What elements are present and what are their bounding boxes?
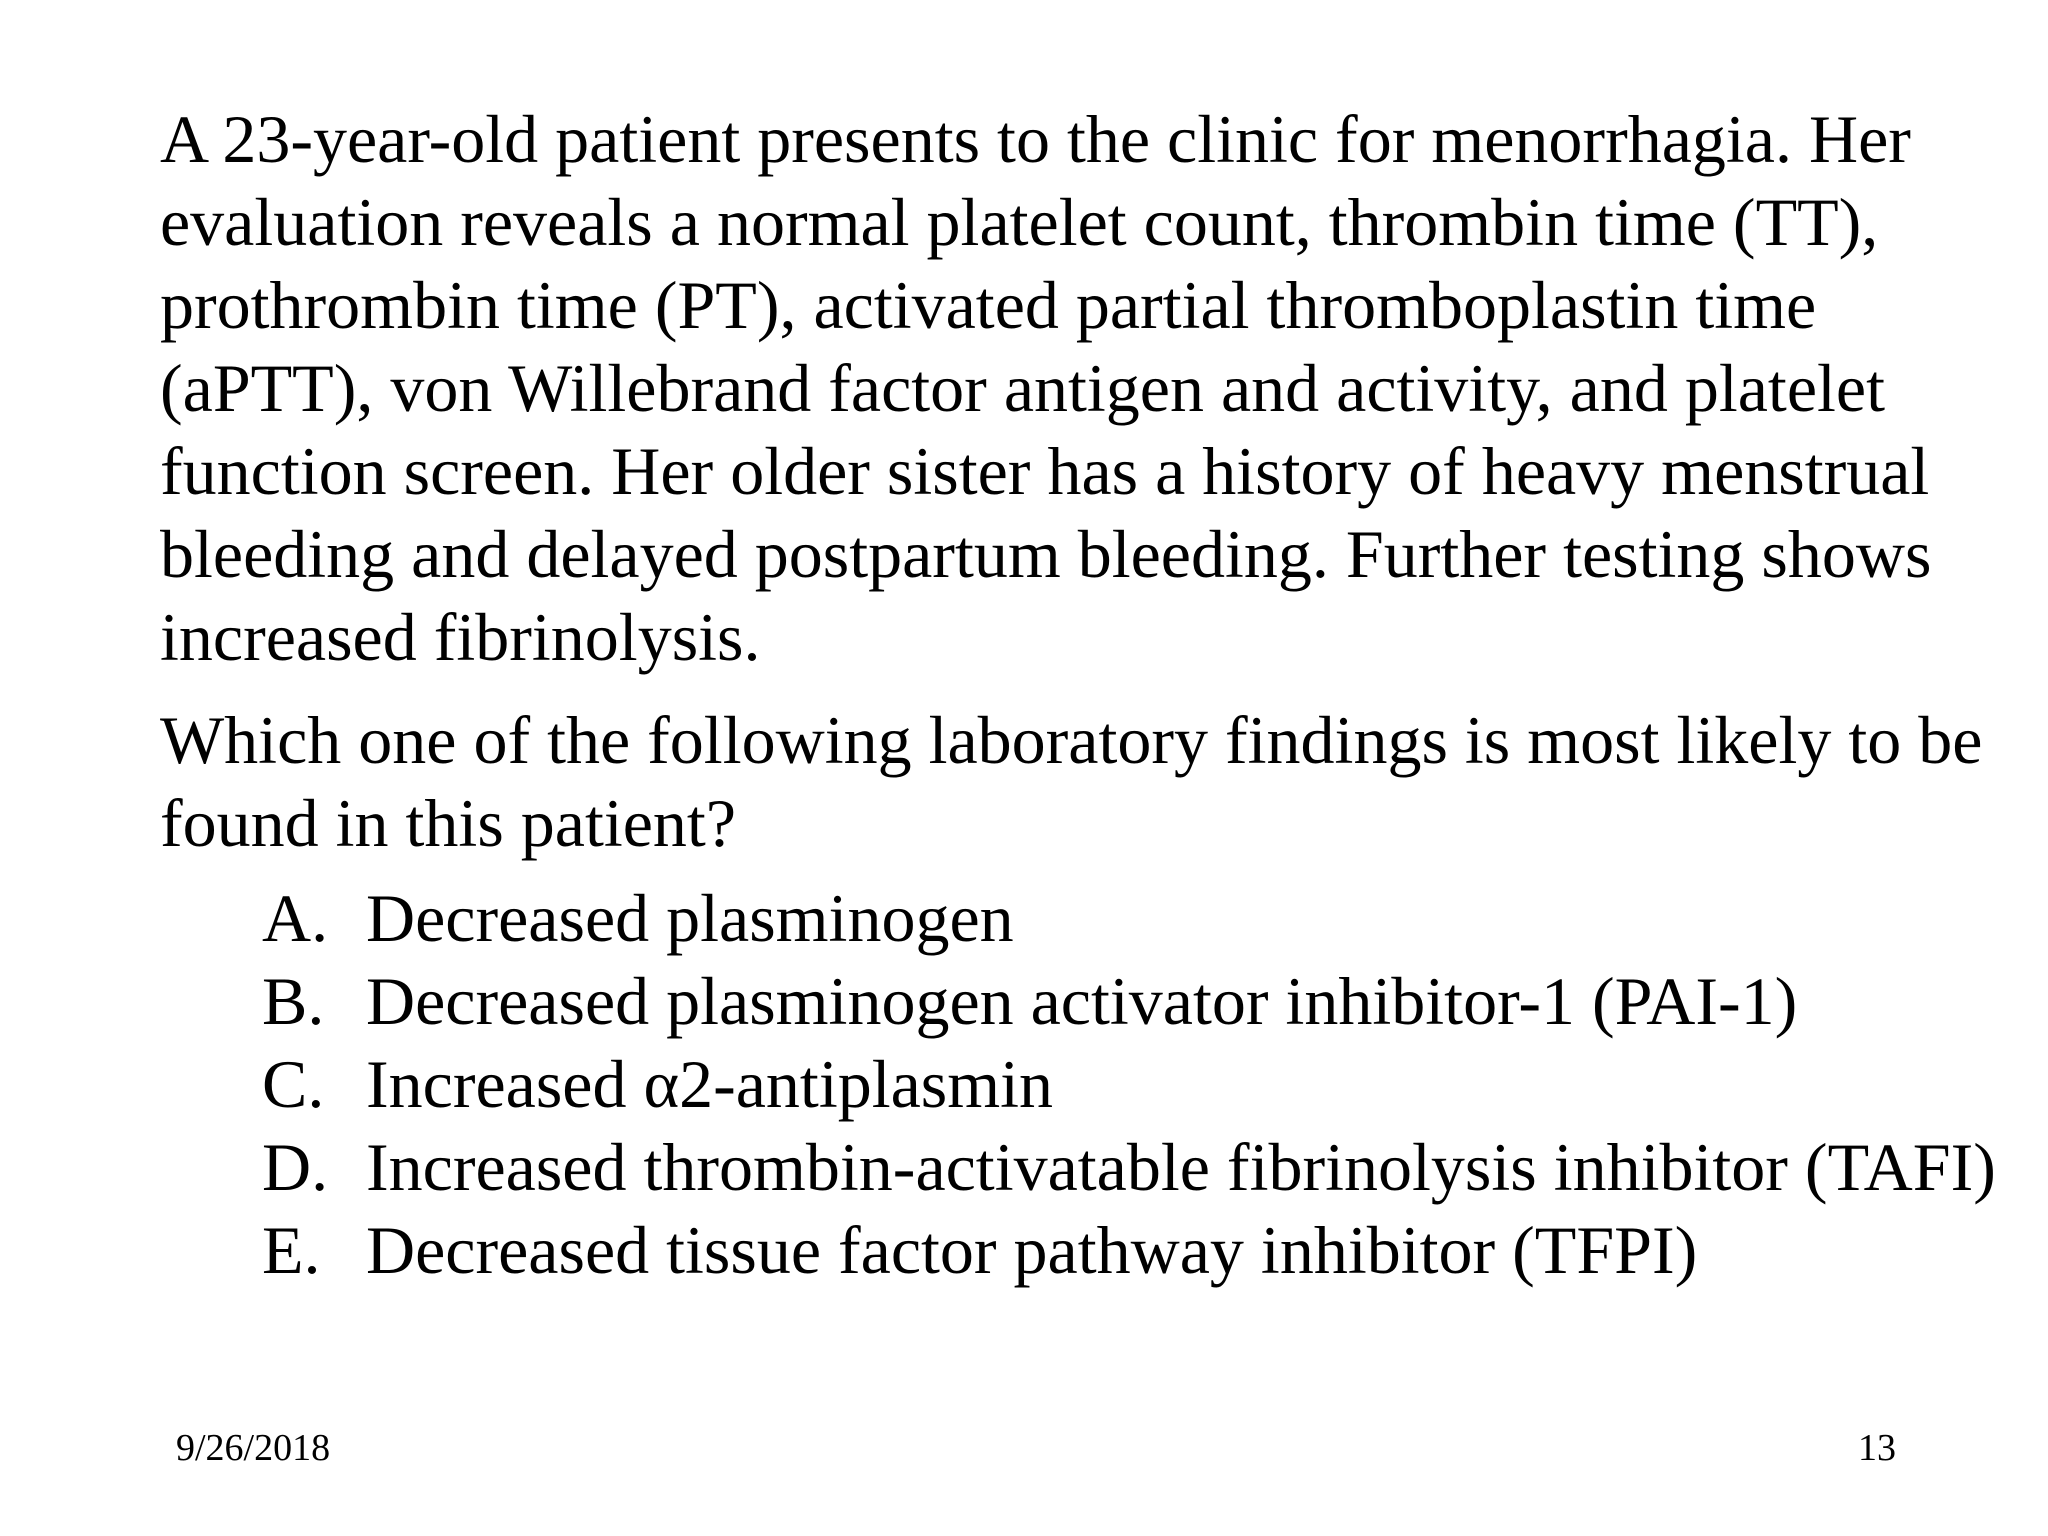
answer-options (262, 877, 2022, 1292)
option-text: Decreased plasminogen (366, 880, 1014, 956)
option-letter: D. (262, 1129, 329, 1205)
stem-line: A 23-year-old patient presents to the clinic for menorrhagia. Her (160, 101, 1911, 177)
option-letter: A. (262, 880, 329, 956)
prompt-line: found in this patient? (160, 785, 737, 861)
stem-line: evaluation reveals a normal platelet count, thrombin time (TT), (160, 184, 1879, 260)
option-text: Increased thrombin-activatable fibrinolysis inhibitor (TAFI) (366, 1129, 1996, 1205)
option-b (262, 960, 2022, 1043)
prompt-line: Which one of the following laboratory findings is most likely to be (160, 702, 1983, 778)
page-number: 13 (1858, 1427, 1896, 1469)
question-stem (160, 98, 2020, 679)
option-text: Decreased tissue factor pathway inhibitor (TFPI) (366, 1212, 1698, 1288)
option-e (262, 1209, 2022, 1292)
stem-line: function screen. Her older sister has a history of heavy menstrual (160, 433, 1930, 509)
option-letter: C. (262, 1046, 325, 1122)
footer-date: 9/26/2018 (176, 1427, 331, 1469)
stem-line: (aPTT), von Willebrand factor antigen and activity, and platelet (160, 350, 1885, 426)
option-letter: E. (262, 1212, 321, 1288)
stem-line: bleeding and delayed postpartum bleeding. Further testing shows (160, 516, 1932, 592)
option-text: Decreased plasminogen activator inhibitor-1 (PAI-1) (366, 963, 1798, 1039)
option-letter: B. (262, 963, 325, 1039)
option-d (262, 1126, 2022, 1209)
option-a (262, 877, 2022, 960)
stem-line: prothrombin time (PT), activated partial thromboplastin time (160, 267, 1817, 343)
option-c (262, 1043, 2022, 1126)
question-prompt (160, 699, 2020, 865)
option-text: Increased α2-antiplasmin (366, 1046, 1054, 1122)
stem-line: increased fibrinolysis. (160, 599, 761, 675)
